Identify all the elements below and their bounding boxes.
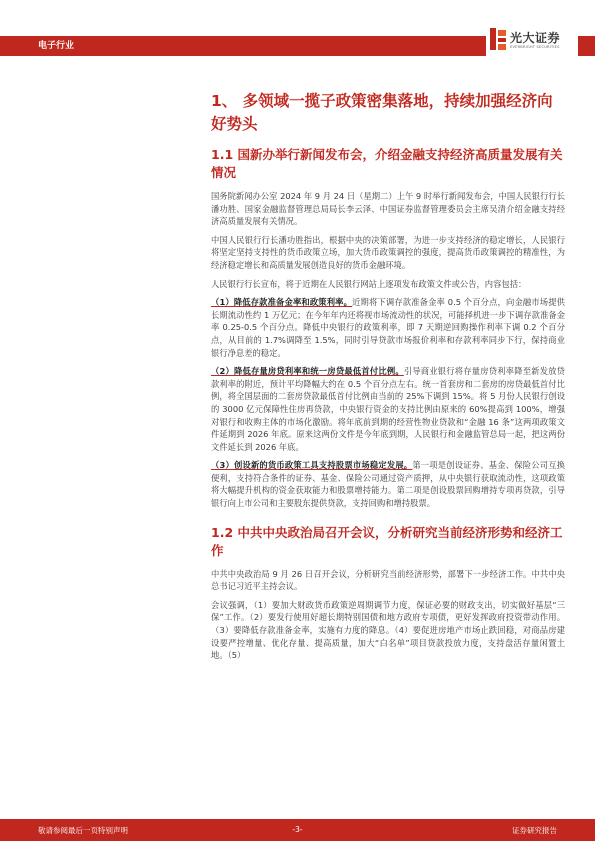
paragraph: 人民银行行长宣布，将于近期在人民银行网站上逐项发布政策文件或公告，内容包括： [211,278,527,289]
paragraph: 中国人民银行行长潘功胜指出，根据中央的决策部署，为进一步支持经济的稳定增长，人民银行将坚定坚持支持性的货币政策立场，加大货币政策调控的强度，提高货币政策调控的精准性，为经济稳定增长和高质量发展创造良好的货币金融环境。 [211,234,565,270]
section-1-1-title: 1.1 国新办举行新闻发布会，介绍金融支持经济高质量发展有关情况 [211,147,563,180]
policy-item-1-head: （1）降低存款准备金率和政策利率。 [211,297,353,308]
section-1-2-title: 1.2 中共中央政治局召开会议，分析研究当前经济形势和经济工作 [211,524,563,558]
logo-name: 光大证券 [510,31,561,45]
policy-item-2-body: 引导商业银行将存量房贷利率降至新发放贷款利率的附近，预计平均降幅大约在 0.5 个百分点左右。统一首套房和二套房的房贷最低首付比例，将全国层面的二套房贷款最低首付比例由当前的 25%下调到 15%。将 5 月份人民银行创设的 3000 亿元保障性住房再贷款，中央银行资金的支持比例由原来的 60%提高到 100%，增强对银行和收购主体的市场化激励。将年底前到期的经营性物业贷款和“金融 16 条”这两项政策文件延期到 2026 年底。原来这两份文件是今年底到期，人民银行和金融监管总局一起，把这两份文件延长到 2026 年底。 [211,366,565,452]
footer-disclaimer: 敬请参阅最后一页特别声明 [38,826,128,835]
section-1-title: 1、 多领域一揽子政策密集落地，持续加强经济向好势头 [211,92,553,133]
policy-item-3-head: （3）创设新的货币政策工具支持股票市场稳定发展。 [211,460,413,471]
policy-item-3 [211,459,565,509]
paragraph: 会议强调，（1）要加大财政货币政策逆周期调节力度，保证必要的财政支出，切实做好基层“三保”工作。（2）要发行使用好超长期特别国债和地方政府专项债，更好发挥政府投资带动作用。（3）要降低存款准备金率，实施有力度的降息。（4）要促进房地产市场止跌回稳，对商品房建设要严控增量、优化存量、提高质量，加大“白名单”项目贷款投放力度，支持盘活存量闲置土地。（5） [211,599,565,661]
policy-item-1 [211,296,565,359]
policy-item-2 [211,365,565,453]
policy-item-3-body: 第一项是创设证券、基金、保险公司互换便利，支持符合条件的证券、基金、保险公司通过资产质押，从中央银行获取流动性，这项政策将大幅提升机构的资金获取能力和股票增持能力。第二项是创设股票回购增持专项再贷款，引导银行向上市公司和主要股东提供贷款，支持回购和增持股票。 [211,460,565,509]
logo-mark-icon [490,28,506,50]
page-number: -3- [292,825,303,834]
industry-tag: 电子行业 [38,41,75,51]
footer-report-type: 证券研究报告 [512,826,557,835]
company-logo [486,24,578,58]
logo-name-en: EVERBRIGHT SECURITIES [510,45,560,49]
policy-item-1-body: 近期将下调存款准备金率 0.5 个百分点，向金融市场提供长期流动性约 1 万亿元；在今年年内还将视市场流动性的状况，可能择机进一步下调存款准备金率 0.25-0.5 个百分点。降低中央银行的政策利率，即 7 天期逆回购操作利率下调 0.2 个百分点，从目前的 1.7%调降至 1.5%，同时引导贷款市场报价利率和存款利率同步下行，保持商业银行净息差的稳定。 [211,297,565,358]
footer-bar [0,819,595,841]
main-content [211,90,565,668]
policy-item-2-head: （2）降低存量房贷利率和统一房贷最低首付比例。 [211,366,404,377]
paragraph: 中共中央政治局 9 月 26 日召开会议，分析研究当前经济形势，部署下一步经济工作。中共中央总书记习近平主持会议。 [211,568,565,592]
paragraph: 国务院新闻办公室 2024 年 9 月 24 日（星期二）上午 9 时举行新闻发布会，中国人民银行行长潘功胜、国家金融监督管理总局局长李云泽、中国证券监督管理委员会主席吴清介绍金融支持经济高质量发展有关情况。 [211,191,565,227]
